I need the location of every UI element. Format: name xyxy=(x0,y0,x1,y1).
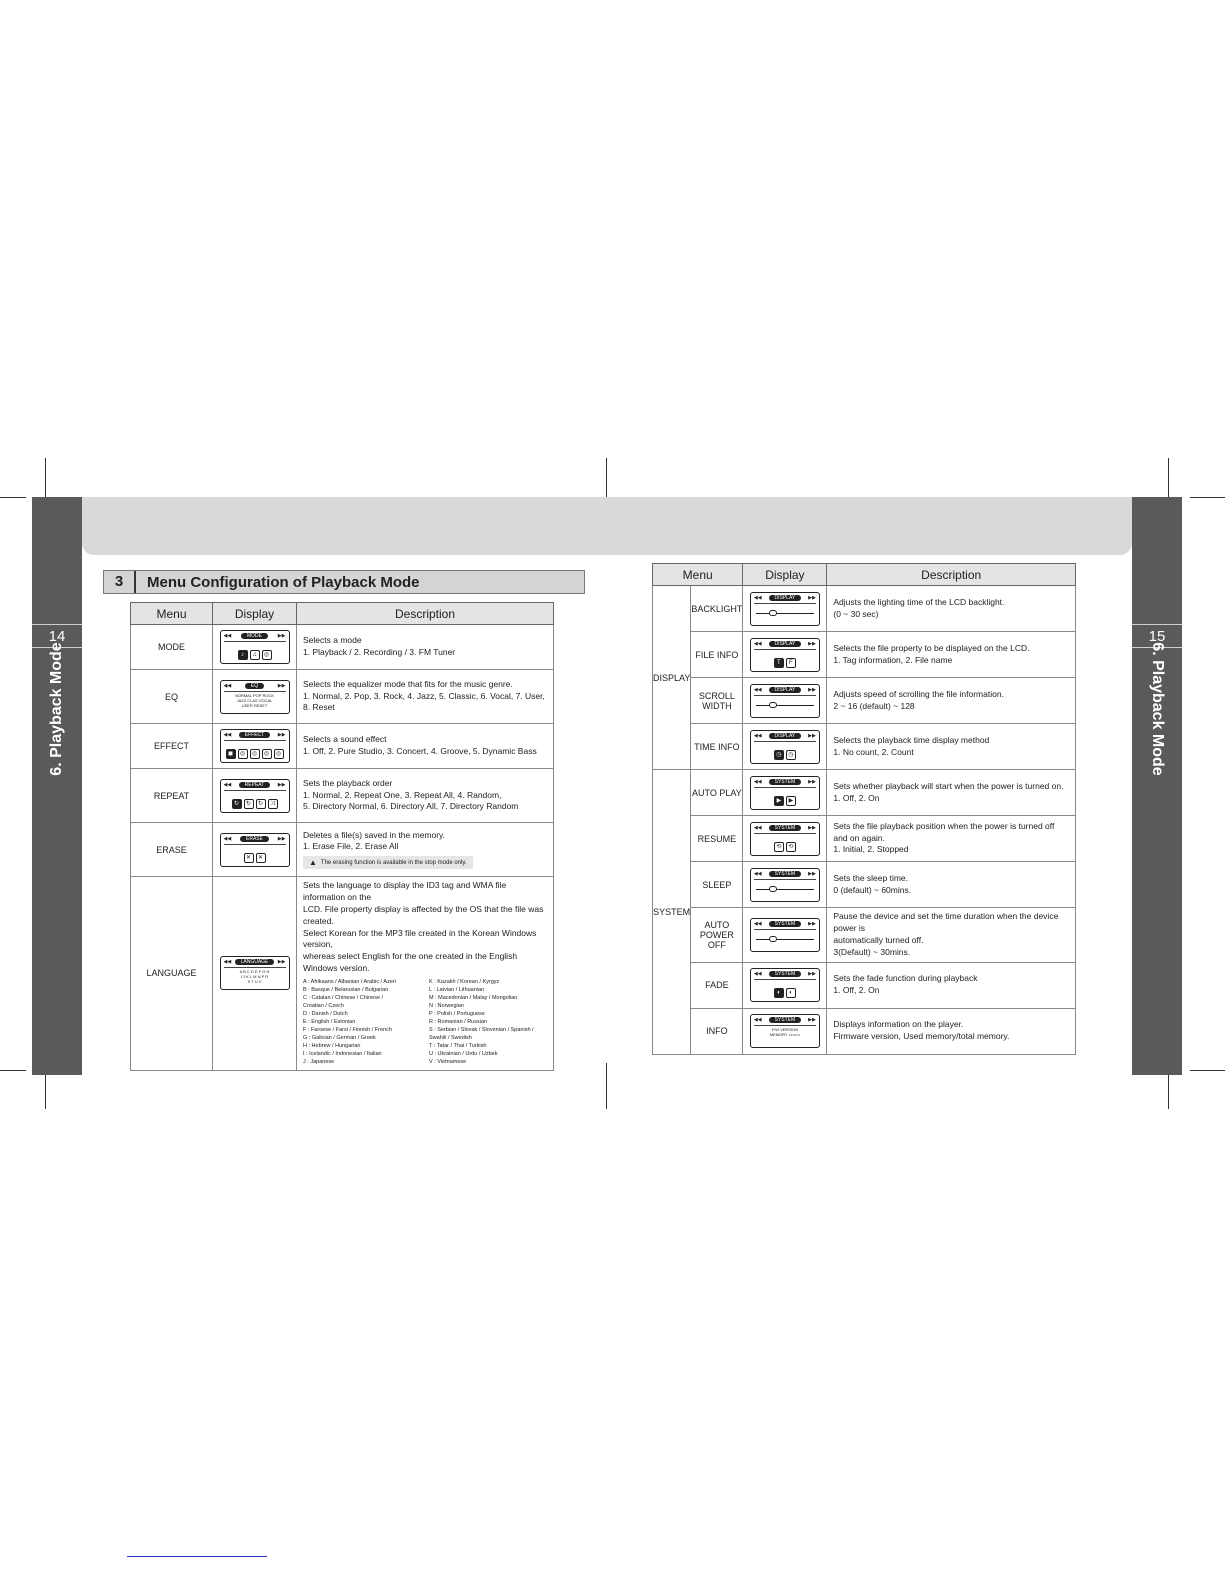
crop-mark xyxy=(606,1063,607,1109)
language-item: L : Latvian / Lithuanian xyxy=(429,987,485,994)
language-item: V : Vietnamese xyxy=(429,1058,467,1065)
display-cell xyxy=(213,625,297,670)
lcd-resume-icon: ◀◀ SYSTEM ▶▶ ⟲ ⟲ xyxy=(750,822,820,856)
description-line: Sets the fade function during playback xyxy=(833,973,978,984)
menu-cell: SLEEP xyxy=(691,862,743,908)
warning-icon: ▲ xyxy=(309,858,317,868)
language-item: D : Danish / Dutch xyxy=(303,1011,348,1017)
crop-mark xyxy=(1190,497,1225,498)
description-line: 1. Normal, 2. Repeat One, 3. Repeat All, 4. Random, xyxy=(303,789,502,800)
left-sidebar xyxy=(32,497,82,1075)
description-line: Selects the file property to be displayed on the LCD. xyxy=(833,642,1030,653)
description-cell xyxy=(297,877,554,1071)
lcd-erase-icon: ◀◀ ERASE ▶▶ ✕ ✕ xyxy=(220,833,290,867)
description-line: LCD. File property display is affected by the OS that the file was created. xyxy=(303,903,544,926)
display-cell xyxy=(743,816,827,862)
description-cell xyxy=(827,862,1076,908)
display-cell xyxy=(743,962,827,1008)
description-line: Deletes a file(s) saved in the memory. xyxy=(303,829,446,840)
display-cell xyxy=(213,670,297,724)
description-cell xyxy=(297,670,554,724)
language-item: M : Macedonian / Malay / Mongolian xyxy=(429,995,518,1002)
language-item: C : Catalan / Chinese / Chinese / xyxy=(303,995,384,1002)
description-line: 1. No count, 2. Count xyxy=(833,746,914,757)
description-cell xyxy=(297,823,554,877)
table-row xyxy=(131,877,554,1071)
display-cell xyxy=(743,632,827,678)
display-cell xyxy=(213,769,297,823)
table-row xyxy=(653,816,1076,862)
menu-cell: TIME INFO xyxy=(691,724,743,770)
lcd-fade-icon: ◀◀ SYSTEM ▶▶ ◐ ◐ xyxy=(750,968,820,1002)
language-item: E : English / Estonian xyxy=(303,1018,356,1025)
lcd-backlight-icon: ◀◀ DISPLAY ▶▶ xyxy=(750,592,820,626)
language-item: A : Afrikaans / Albanian / Arabic / Azeri xyxy=(303,979,396,986)
lcd-language-icon: ◀◀ LANGUAGE ▶▶ A B C D E F G H I J K L M N P R S T U V xyxy=(220,956,290,990)
description-cell xyxy=(827,1008,1076,1054)
description-line: 1. Initial, 2. Stopped xyxy=(833,844,909,855)
section-heading xyxy=(103,570,585,594)
description-cell xyxy=(827,724,1076,770)
group-cell: DISPLAY xyxy=(653,586,691,770)
language-item: Swahili / Swedish xyxy=(429,1034,472,1041)
menu-cell: ERASE xyxy=(131,823,213,877)
menu-cell: FADE xyxy=(691,962,743,1008)
header-menu: Menu xyxy=(653,564,743,586)
lcd-info-icon: ◀◀ SYSTEM ▶▶ F/W VERSION MEMORY ▭▭▭ xyxy=(750,1014,820,1048)
table-row xyxy=(131,823,554,877)
table-row xyxy=(653,908,1076,963)
lcd-eq-icon: ◀◀ EQ ▶▶ NORMAL POP ROCK JAZZ CLAS VOCAL USER RESET xyxy=(220,680,290,714)
page-number-left: 14 xyxy=(32,624,82,648)
language-item: R : Romanian / Russian xyxy=(429,1018,488,1025)
crop-mark xyxy=(0,1070,26,1071)
description-line: Select Korean for the MP3 file created in the Korean Windows version, xyxy=(303,927,537,950)
table-row xyxy=(653,770,1076,816)
description-line: (0 ~ 30 sec) xyxy=(833,608,879,619)
display-cell xyxy=(743,862,827,908)
table-row xyxy=(653,678,1076,724)
header-description: Description xyxy=(827,564,1076,586)
description-line: Selects the playback time display method xyxy=(833,734,990,745)
description-line: 1. Off, 2. On xyxy=(833,792,880,803)
language-column-right xyxy=(429,979,547,1067)
description-line: Sets the playback order xyxy=(303,777,393,788)
display-cell xyxy=(213,823,297,877)
description-line: 1. Off, 2. Pure Studio, 3. Concert, 4. Groove, 5. Dynamic Bass xyxy=(303,746,537,756)
header-display: Display xyxy=(743,564,827,586)
menu-cell: AUTO POWER OFF xyxy=(691,908,743,963)
side-title-right: 6. Playback Mode xyxy=(1149,642,1166,776)
description-cell xyxy=(827,770,1076,816)
description-line: Firmware version, Used memory/total memory. xyxy=(833,1031,1010,1042)
description-line: 1. Normal, 2. Pop, 3. Rock, 4. Jazz, 5. Classic, 6. Vocal, 7. User, xyxy=(303,690,545,701)
language-item: U : Ukrainian / Urdu / Uzbek xyxy=(429,1050,498,1057)
description-cell xyxy=(827,632,1076,678)
description-line: Sets whether playback will start when the power is turned on. xyxy=(833,780,1064,791)
header-description: Description xyxy=(297,603,554,625)
crop-mark xyxy=(0,497,26,498)
description-cell xyxy=(827,586,1076,632)
language-item: T : Tatar / Thai / Turkish xyxy=(429,1042,487,1049)
menu-cell: MODE xyxy=(131,625,213,670)
description-cell xyxy=(827,962,1076,1008)
description-line: automatically turned off. xyxy=(833,934,924,945)
table-row xyxy=(131,670,554,724)
lcd-auto-play-icon: ◀◀ SYSTEM ▶▶ ▶ ▶ xyxy=(750,776,820,810)
table-row xyxy=(131,769,554,823)
menu-cell: EQ xyxy=(131,670,213,724)
lcd-mode-icon: ◀◀ MODE ▶▶ ♪ ♫ ◎ xyxy=(220,630,290,664)
lcd-auto-power-off-icon: ◀◀ SYSTEM ▶▶ xyxy=(750,918,820,952)
table-row xyxy=(653,724,1076,770)
menu-cell: LANGUAGE xyxy=(131,877,213,1071)
lcd-file-info-icon: ◀◀ DISPLAY ▶▶ T F xyxy=(750,638,820,672)
language-item: N : Norwegian xyxy=(429,1003,464,1010)
description-line: 1. Off, 2. On xyxy=(833,985,880,996)
language-item: B : Basque / Belarusian / Bulgarian xyxy=(303,987,389,994)
display-cell xyxy=(743,908,827,963)
display-cell xyxy=(743,770,827,816)
language-column-left xyxy=(303,979,421,1067)
lcd-effect-icon: ◀◀ EFFECT ▶▶ ◼ ◎ ◎ ◎ ◎ xyxy=(220,729,290,763)
language-item: Croatian / Czech xyxy=(303,1003,344,1010)
description-cell xyxy=(827,678,1076,724)
menu-cell: REPEAT xyxy=(131,769,213,823)
menu-table-left xyxy=(130,602,554,1071)
display-cell xyxy=(743,1008,827,1054)
description-cell xyxy=(297,724,554,769)
description-cell xyxy=(297,625,554,670)
display-cell xyxy=(743,678,827,724)
description-line: 3(Default) ~ 30mins. xyxy=(833,946,911,957)
menu-cell: INFO xyxy=(691,1008,743,1054)
description-line: Adjusts speed of scrolling the file information. xyxy=(833,688,1004,699)
description-cell xyxy=(827,816,1076,862)
page-number-right: 15 xyxy=(1132,624,1182,648)
lcd-scroll-width-icon: ◀◀ DISPLAY ▶▶ xyxy=(750,684,820,718)
language-item: S : Serbian / Slovak / Slovenian / Spanish / xyxy=(429,1026,534,1033)
menu-cell: EFFECT xyxy=(131,724,213,769)
menu-cell: AUTO PLAY xyxy=(691,770,743,816)
language-item: P : Polish / Portuguese xyxy=(429,1011,485,1017)
header-display: Display xyxy=(213,603,297,625)
lcd-sleep-icon: ◀◀ SYSTEM ▶▶ xyxy=(750,868,820,902)
language-list xyxy=(303,979,547,1067)
group-cell: SYSTEM xyxy=(653,770,691,1055)
language-item: G : Galician / German / Greek xyxy=(303,1034,376,1041)
menu-table-right xyxy=(652,563,1076,1055)
section-number: 3 xyxy=(104,571,136,593)
table-row xyxy=(653,632,1076,678)
display-cell xyxy=(743,724,827,770)
description-line: 2 ~ 16 (default) ~ 128 xyxy=(833,700,915,711)
description-line: Displays information on the player. xyxy=(833,1019,964,1030)
language-item: H : Hebrew / Hungarian xyxy=(303,1042,361,1049)
description-cell xyxy=(827,908,1076,963)
description-line: 0 (default) ~ 60mins. xyxy=(833,884,912,895)
note-text: The erasing function is available in the stop mode only. xyxy=(320,859,467,866)
language-item: I : Icelandic / Indonesian / Italian xyxy=(303,1050,382,1057)
lcd-repeat-icon: ◀◀ REPEAT ▶▶ ↻ ↻ ↻ ⤨ xyxy=(220,779,290,813)
side-title-left: 6. Playback Mode xyxy=(48,642,65,776)
display-cell xyxy=(213,724,297,769)
description-cell xyxy=(297,769,554,823)
table-row xyxy=(131,724,554,769)
language-item: J : Japanese xyxy=(303,1058,335,1065)
table-row xyxy=(653,586,1076,632)
table-row xyxy=(653,1008,1076,1054)
description-line: whereas select English for the one created in the English Windows version. xyxy=(303,951,518,974)
erase-note xyxy=(303,856,473,869)
table-row xyxy=(653,962,1076,1008)
top-band xyxy=(82,497,1132,555)
description-line: 1. Erase File, 2. Erase All xyxy=(303,841,399,852)
description-line: Sets the file playback position when the power is turned off and on again. xyxy=(833,820,1055,843)
menu-cell: BACKLIGHT xyxy=(691,586,743,632)
description-line: Selects a mode xyxy=(303,635,362,646)
description-line: Sets the language to display the ID3 tag and WMA file information on the xyxy=(303,880,507,902)
description-line: Adjusts the lighting time of the LCD backlight. xyxy=(833,596,1005,607)
menu-cell: RESUME xyxy=(691,816,743,862)
description-line: 5. Directory Normal, 6. Directory All, 7. Directory Random xyxy=(303,801,519,812)
description-line: Selects the equalizer mode that fits for the music genre. xyxy=(303,678,513,689)
description-line: Pause the device and set the time duration when the device power is xyxy=(833,911,1059,933)
section-title: Menu Configuration of Playback Mode xyxy=(147,573,420,591)
description-line: 8. Reset xyxy=(303,702,335,713)
description-line: Selects a sound effect xyxy=(303,734,387,745)
description-line: 1. Tag information, 2. File name xyxy=(833,654,953,665)
display-cell xyxy=(743,586,827,632)
crop-mark xyxy=(1190,1070,1225,1071)
table-row xyxy=(653,862,1076,908)
menu-cell: SCROLL WIDTH xyxy=(691,678,743,724)
table-row xyxy=(131,625,554,670)
right-sidebar xyxy=(1132,497,1182,1075)
description-line: 1. Playback / 2. Recording / 3. FM Tuner xyxy=(303,647,456,657)
header-menu: Menu xyxy=(131,603,213,625)
description-line: Sets the sleep time. xyxy=(833,872,909,883)
language-item: K : Kazakh / Korean / Kyrgyz xyxy=(429,979,500,986)
display-cell xyxy=(213,877,297,1071)
underline-link[interactable] xyxy=(127,1556,267,1557)
language-item: F : Faroese / Farsi / Finnish / French xyxy=(303,1026,392,1033)
menu-cell: FILE INFO xyxy=(691,632,743,678)
lcd-time-info-icon: ◀◀ DISPLAY ▶▶ ◷ ◷ xyxy=(750,730,820,764)
